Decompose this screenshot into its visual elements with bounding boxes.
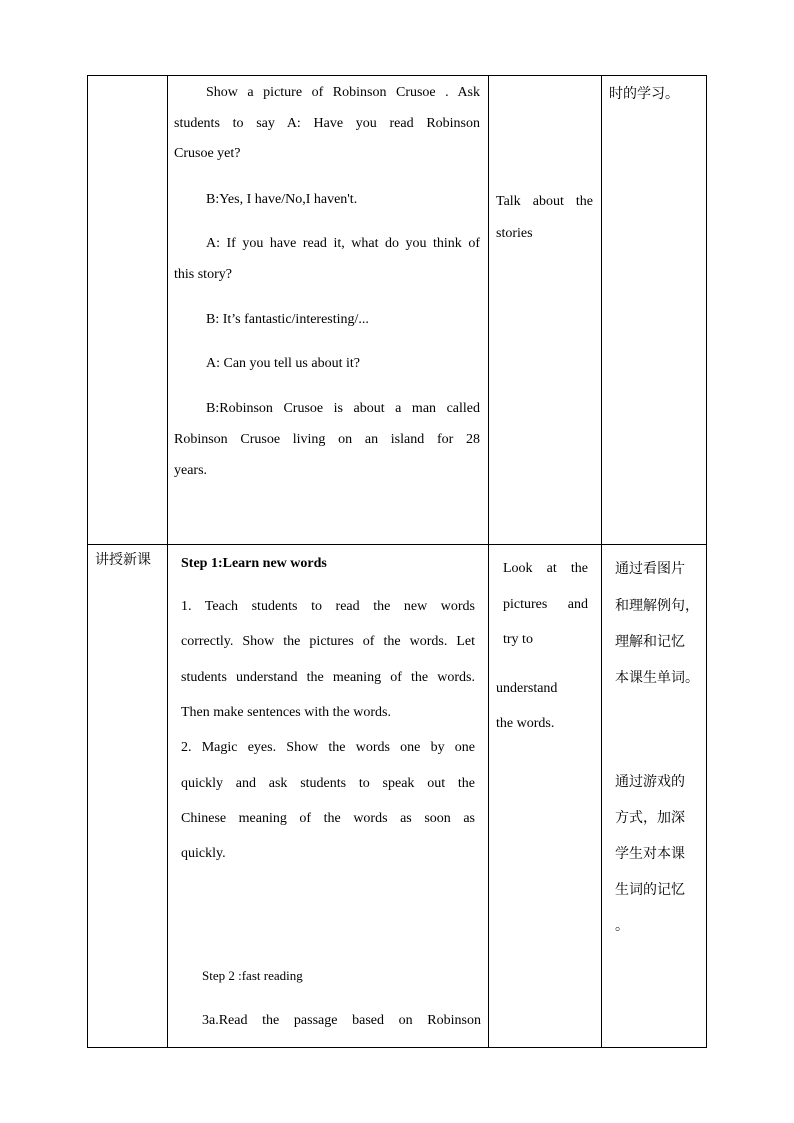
table-border-right bbox=[706, 75, 707, 1048]
row1-activity-line1: Talk about the bbox=[496, 194, 593, 209]
row1-p1-line1: Show a picture of Robinson Crusoe . Ask bbox=[206, 85, 480, 100]
row1-p1-line3: Crusoe yet? bbox=[174, 146, 241, 161]
row2-purpose1-line3: 理解和记忆 bbox=[615, 634, 685, 650]
row1-p5: A: Can you tell us about it? bbox=[206, 356, 360, 371]
row1-p1-line2: students to say A: Have you read Robinson bbox=[174, 116, 480, 131]
step1-title: Step 1:Learn new words bbox=[181, 556, 327, 571]
step1-line7: Chinese meaning of the words as soon as bbox=[181, 811, 475, 826]
row1-p3-line1: A: If you have read it, what do you think of bbox=[206, 236, 480, 251]
row2-activity-line1: Look at the bbox=[503, 561, 588, 576]
table-border-top bbox=[87, 75, 707, 76]
step1-line2: correctly. Show the pictures of the words. Let bbox=[181, 634, 475, 649]
row2-purpose1-line4: 本课生单词。 bbox=[615, 670, 699, 686]
step1-line8: quickly. bbox=[181, 846, 226, 861]
step1-line4: Then make sentences with the words. bbox=[181, 705, 391, 720]
row2-purpose1-line2: 和理解例句， bbox=[615, 598, 699, 614]
step1-line1: 1. Teach students to read the new words bbox=[181, 599, 475, 614]
step2-title: Step 2 :fast reading bbox=[202, 968, 303, 983]
row2-purpose2-line4: 生词的记忆 bbox=[615, 882, 685, 898]
table-divider-3 bbox=[601, 75, 602, 1048]
row1-p6-line3: years. bbox=[174, 463, 208, 478]
table-divider-1 bbox=[167, 75, 168, 1048]
row1-purpose: 时的学习。 bbox=[609, 86, 679, 102]
row2-purpose2-line1: 通过游戏的 bbox=[615, 774, 685, 790]
row1-p3-line2: this story? bbox=[174, 267, 232, 282]
row1-activity-line2: stories bbox=[496, 226, 533, 241]
row2-activity-line4: understand bbox=[496, 681, 558, 696]
step1-line5: 2. Magic eyes. Show the words one by one bbox=[181, 740, 475, 755]
row2-activity-line2: pictures and bbox=[503, 597, 588, 612]
table-divider-2 bbox=[488, 75, 489, 1048]
step1-line6: quickly and ask students to speak out the bbox=[181, 776, 475, 791]
row2-purpose2-line2: 方式，加深 bbox=[615, 810, 685, 826]
row2-purpose2-line3: 学生对本课 bbox=[615, 846, 685, 862]
row2-purpose2-line5: 。 bbox=[615, 918, 629, 934]
row2-activity-line5: the words. bbox=[496, 716, 555, 731]
row1-p6-line2: Robinson Crusoe living on an island for 28 bbox=[174, 432, 480, 447]
step2-line1: 3a.Read the passage based on Robinson bbox=[202, 1013, 481, 1028]
row2-stage-label: 讲授新课 bbox=[95, 552, 151, 568]
row2-activity-line3: try to bbox=[503, 632, 533, 647]
step1-line3: students understand the meaning of the words. bbox=[181, 670, 475, 685]
table-row-divider bbox=[87, 544, 707, 545]
row1-p2: B:Yes, I have/No,I haven't. bbox=[206, 192, 358, 207]
row2-purpose1-line1: 通过看图片 bbox=[615, 561, 685, 577]
row1-p6-line1: B:Robinson Crusoe is about a man called bbox=[206, 401, 480, 416]
table-border-bottom bbox=[87, 1047, 707, 1048]
table-border-left bbox=[87, 75, 88, 1048]
row1-p4: B: It’s fantastic/interesting/... bbox=[206, 312, 369, 327]
